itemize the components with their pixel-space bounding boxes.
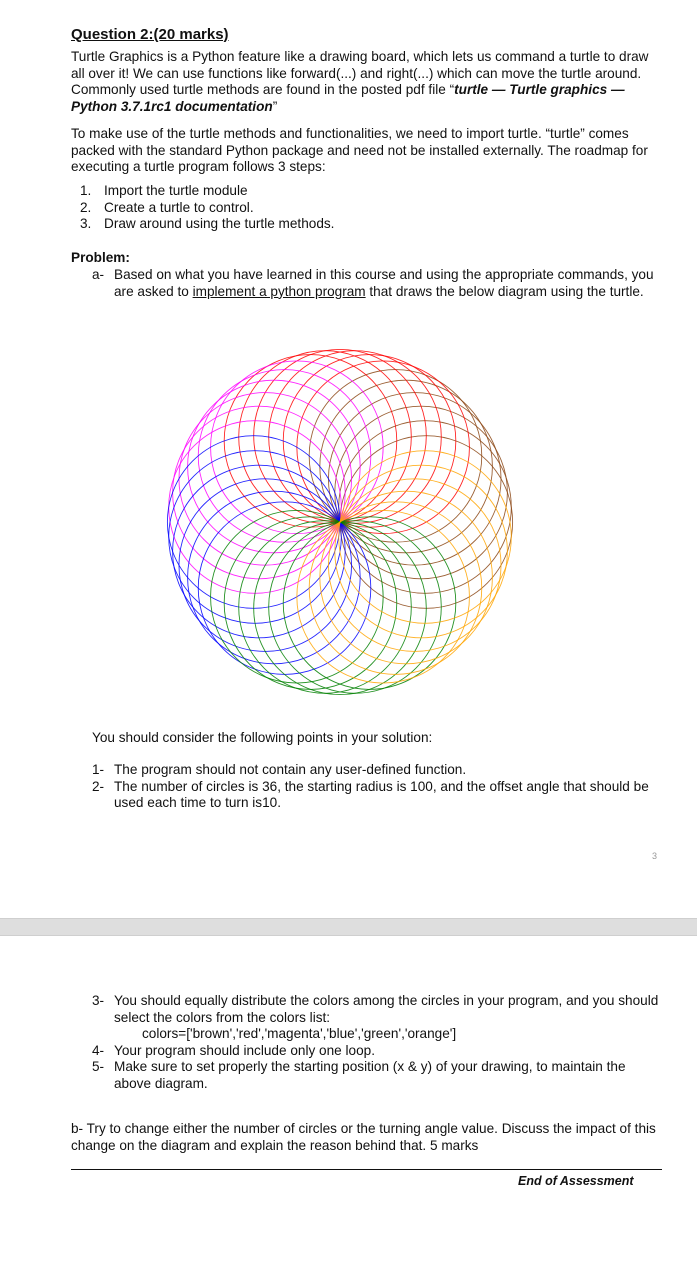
point-number: 1- [92,762,105,777]
question-title: Question 2:(20 marks) [71,26,229,43]
part-a-label: a- [92,267,105,282]
intro-text-1: Turtle Graphics is a Python feature like a drawing board, which lets us command a turtle to draw all over it! We can use functions like forward(...) and right(...) which can move the turtle around. Commonly used turtle methods are found in the posted pdf file “ [71,49,649,97]
part-a-text-1: Based on what you have learned in this course and using the appropriate commands, you are asked to [114,267,654,299]
point-number: 5- [92,1059,105,1074]
list-item [92,993,664,1026]
point-number: 4- [92,1042,105,1058]
end-divider [71,1169,662,1170]
point-text: Make sure to set properly the starting position (x & y) of your drawing, to maintain the above diagram. [114,1059,626,1091]
point-text: Your program should include only one loop. [114,1042,375,1058]
step-text: Create a turtle to control. [104,199,254,215]
implement-program-text: implement a python program [192,283,366,299]
point-number: 3- [92,993,105,1008]
page-number: 3 [652,851,658,861]
consider-intro: You should consider the following points in your solution: [92,730,433,745]
step-number: 1. [80,183,92,198]
list-item [92,1059,664,1092]
list-item [92,762,664,779]
step-number: 3. [80,216,92,231]
end-of-assessment: End of Assessment [518,1174,634,1188]
step-number: 2. [80,199,92,215]
point-number: 2- [92,778,105,794]
spirograph-circles [167,349,512,694]
list-item [92,779,664,812]
intro-text-2: ” [272,98,278,114]
page-separator [0,918,697,936]
point-text: The program should not contain any user-defined function. [114,762,467,777]
problem-heading: Problem: [71,250,130,265]
part-b: b- Try to change either the number of circles or the turning angle value. Discuss the impact of this change on the diagram and explain the reason behind that. 5 marks [71,1121,656,1153]
point-text: You should equally distribute the colors among the circles in your program, and you should select the colors from the colors list: [114,993,659,1025]
points-list-2 [92,993,664,1092]
documentation-reference: turtle — Turtle graphics — Python 3.7.1rc1 documentation [71,82,625,114]
part-a-text-2: that draws the below diagram using the turtle. [365,283,644,299]
colors-list-code: colors=['brown','red','magenta','blue','green','orange'] [142,1026,457,1041]
points-list-1 [92,762,664,812]
import-paragraph: To make use of the turtle methods and functionalities, we need to import turtle. “turtle” comes packed with the standard Python package and need not be installed externally. The roadmap for executing a turtle program follows 3 steps: [71,126,648,174]
point-text: The number of circles is 36, the starting radius is 100, and the offset angle that should be used each time to turn is10. [114,778,649,810]
step-text: Import the turtle module [104,183,248,198]
list-item [92,1043,664,1060]
step-text: Draw around using the turtle methods. [104,216,335,231]
